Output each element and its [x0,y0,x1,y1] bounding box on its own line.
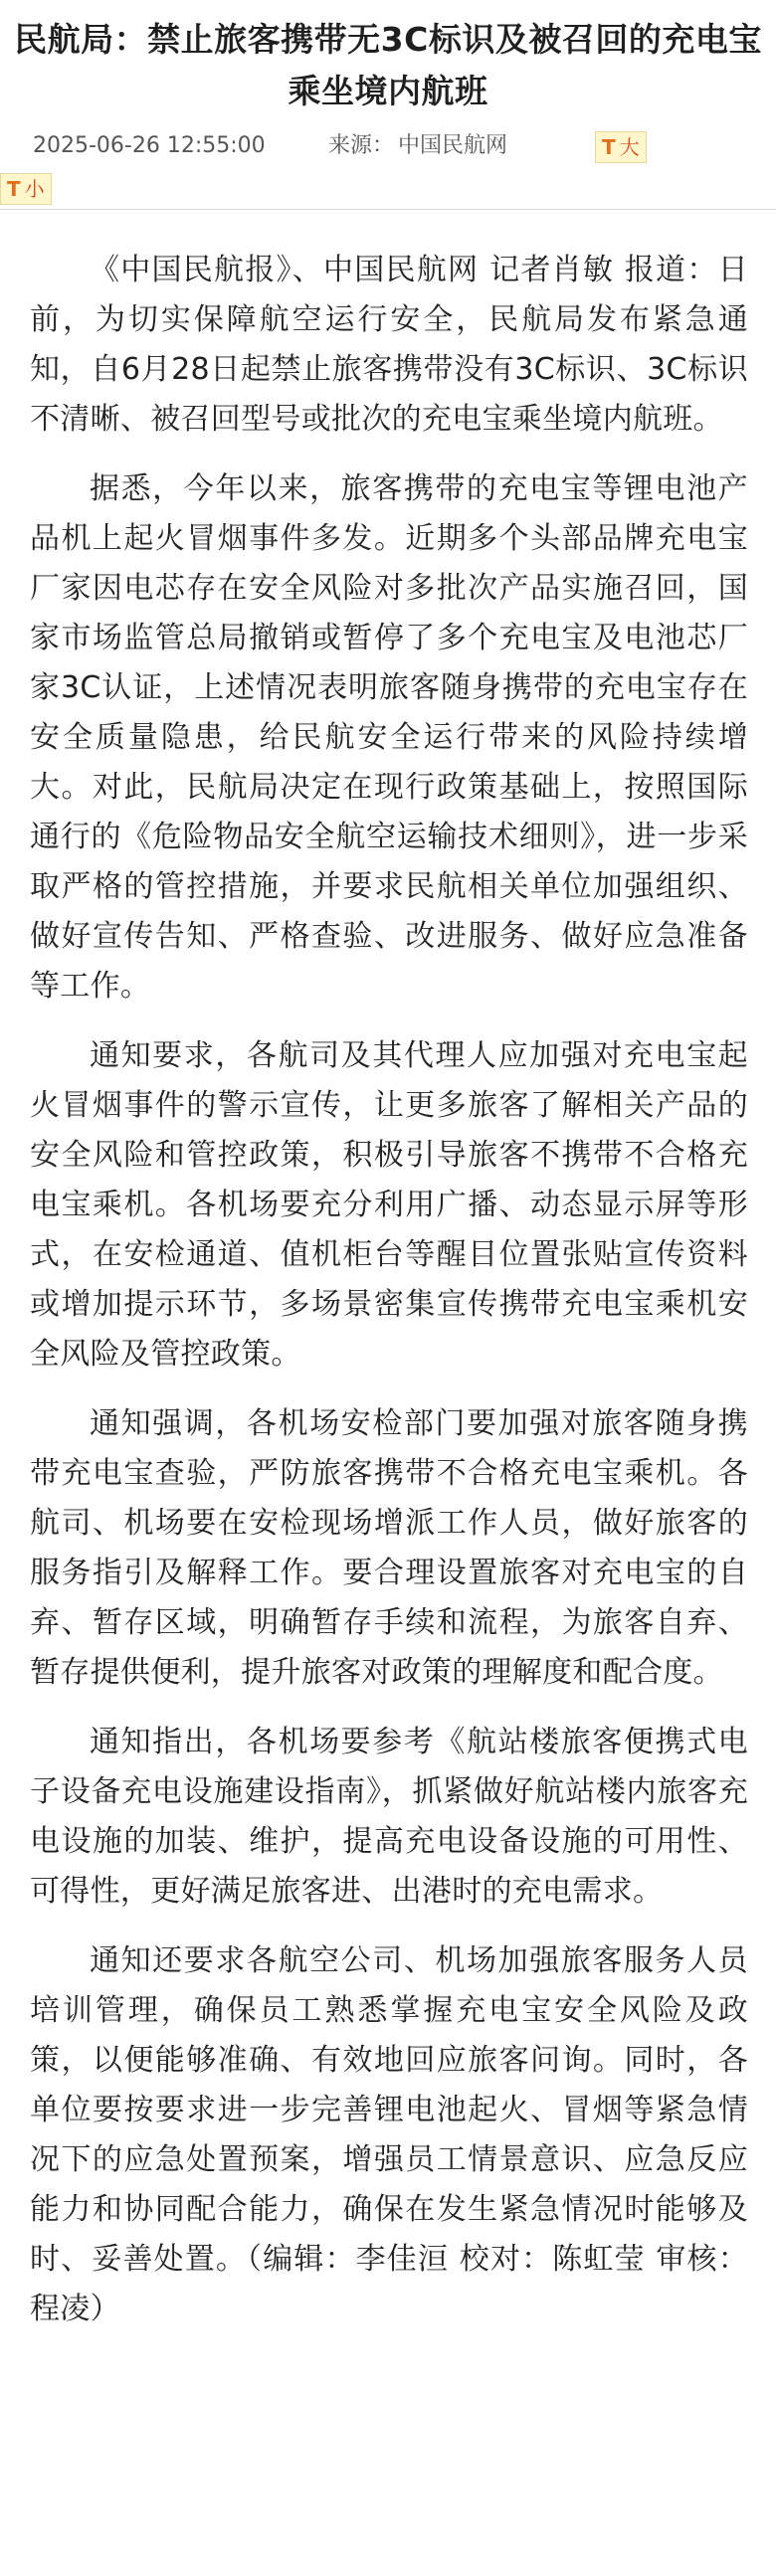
article-paragraph: 通知指出，各机场要参考《航站楼旅客便携式电子设备充电设施建设指南》，抓紧做好航站楼内旅客充电设施的加装、维护，提高充电设备设施的可用性、可得性，更好满足旅客进、出港时的充电需求。 [30,1725,748,1909]
article-meta [0,117,776,210]
article-body [0,210,776,2334]
article-paragraph: 据悉，今年以来，旅客携带的充电宝等锂电池产品机上起火冒烟事件多发。近期多个头部品牌充电宝厂家因电芯存在安全风险对多批次产品实施召回，国家市场监管总局撤销或暂停了多个充电宝及电池芯厂家3C认证，上述情况表明旅客随身携带的充电宝存在安全质量隐患，给民航安全运行带来的风险持续增大。对此，民航局决定在现行政策基础上，按照国际通行的《危险物品安全航空运输技术细则》，进一步采取严格的管控措施，并要求民航相关单位加强组织、做好宣传告知、严格查验、改进服务、做好应急准备等工作。 [30,471,748,1004]
article-paragraph: 通知要求，各航司及其代理人应加强对充电宝起火冒烟事件的警示宣传，让更多旅客了解相关产品的安全风险和管控政策，积极引导旅客不携带不合格充电宝乘机。各机场要充分利用广播、动态显示屏等形式，在安检通道、值机柜台等醒目位置张贴宣传资料或增加提示环节，多场景密集宣传携带充电宝乘机安全风险及管控政策。 [30,1038,748,1372]
article-title: 民航局：禁止旅客携带无3C标识及被召回的充电宝乘坐境内航班 [14,20,762,110]
font-small-label: 小 [24,177,45,201]
font-size-small-button[interactable] [0,173,52,205]
article-paragraph: 《中国民航报》、中国民航网 记者肖敏 报道：日前，为切实保障航空运行安全，民航局发布紧急通知，自6月28日起禁止旅客携带没有3C标识、3C标识不清晰、被召回型号或批次的充电宝乘坐境内航班。 [30,253,748,437]
article-paragraph: 通知强调，各机场安检部门要加强对旅客随身携带充电宝查验，严防旅客携带不合格充电宝乘机。各航司、机场要在安检现场增派工作人员，做好旅客的服务指引及解释工作。要合理设置旅客对充电宝的自弃、暂存区域，明确暂存手续和流程，为旅客自弃、暂存提供便利，提升旅客对政策的理解度和配合度。 [30,1406,748,1690]
text-size-icon: T [7,177,21,201]
text-size-icon: T [602,135,616,159]
font-size-large-button[interactable] [595,131,647,163]
publish-date: 2025-06-26 12:55:00 [33,133,266,158]
source-label: 来源： [328,133,395,158]
article-paragraph: 通知还要求各航空公司、机场加强旅客服务人员培训管理，确保员工熟悉掌握充电宝安全风险及政策，以便能够准确、有效地回应旅客问询。同时，各单位要按要求进一步完善锂电池起火、冒烟等紧急情况下的应急处置预案，增强员工情景意识、应急反应能力和协同配合能力，确保在发生紧急情况时能够及时、妥善处置。（编辑：李佳洹 校对：陈虹莹 审核：程凌） [30,1943,748,2326]
source-name: 中国民航网 [398,133,508,158]
font-large-label: 大 [619,135,640,159]
